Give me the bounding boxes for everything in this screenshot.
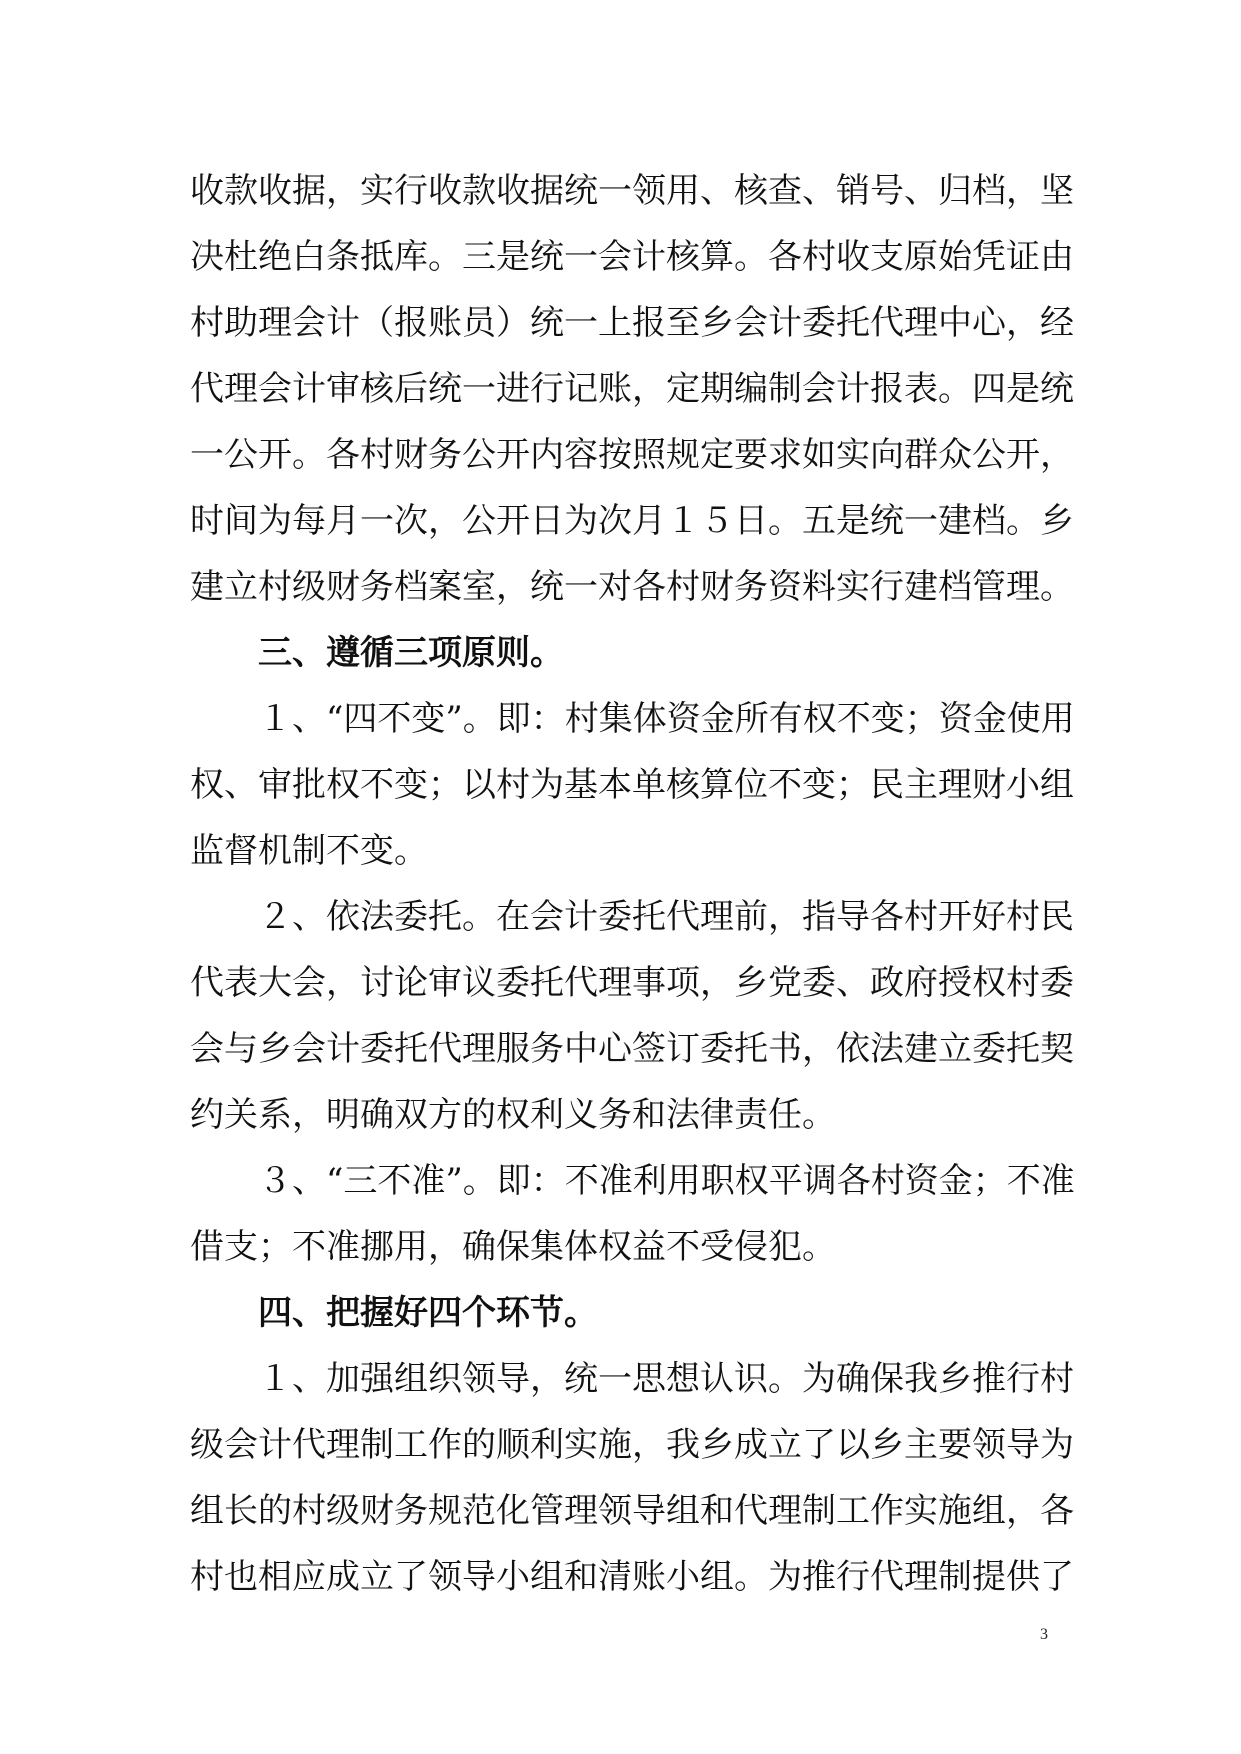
text-line: 时间为每月一次，公开日为次月１５日。五是统一建档。乡 (190, 501, 1074, 541)
section-heading-3: 三、遵循三项原则。 (258, 633, 564, 673)
text-line: 会与乡会计委托代理服务中心签订委托书，依法建立委托契 (190, 1029, 1074, 1069)
text-line: 村也相应成立了领导小组和清账小组。为推行代理制提供了 (190, 1557, 1074, 1597)
text-line: ２、依法委托。在会计委托代理前，指导各村开好村民 (258, 897, 1074, 937)
text-line: 代表大会，讨论审议委托代理事项，乡党委、政府授权村委 (190, 963, 1074, 1003)
document-body (190, 158, 1075, 1610)
text-line: 决杜绝白条抵库。三是统一会计核算。各村收支原始凭证由 (190, 237, 1074, 277)
text-line: 组长的村级财务规范化管理领导组和代理制工作实施组，各 (190, 1491, 1074, 1531)
text-line: 村助理会计（报账员）统一上报至乡会计委托代理中心，经 (190, 303, 1074, 343)
text-line: 收款收据，实行收款收据统一领用、核查、销号、归档，坚 (190, 171, 1074, 211)
text-line: 约关系，明确双方的权利义务和法律责任。 (190, 1095, 836, 1135)
section-heading-4: 四、把握好四个环节。 (258, 1293, 598, 1333)
text-line: 代理会计审核后统一进行记账，定期编制会计报表。四是统 (190, 369, 1074, 409)
text-line: １、加强组织领导，统一思想认识。为确保我乡推行村 (258, 1359, 1074, 1399)
text-line: 权、审批权不变；以村为基本单核算位不变；民主理财小组 (190, 765, 1074, 805)
text-line: １、“四不变”。即：村集体资金所有权不变；资金使用 (258, 699, 1075, 739)
text-line: 建立村级财务档案室，统一对各村财务资料实行建档管理。 (190, 567, 1074, 607)
text-line: 级会计代理制工作的顺利实施，我乡成立了以乡主要领导为 (190, 1425, 1074, 1465)
text-line: 监督机制不变。 (190, 831, 428, 871)
text-line: 借支；不准挪用，确保集体权益不受侵犯。 (190, 1227, 836, 1267)
text-line: 一公开。各村财务公开内容按照规定要求如实向群众公开， (190, 435, 1074, 475)
page-number: 3 (1040, 1626, 1048, 1643)
text-line: ３、“三不准”。即：不准利用职权平调各村资金；不准 (258, 1161, 1075, 1201)
